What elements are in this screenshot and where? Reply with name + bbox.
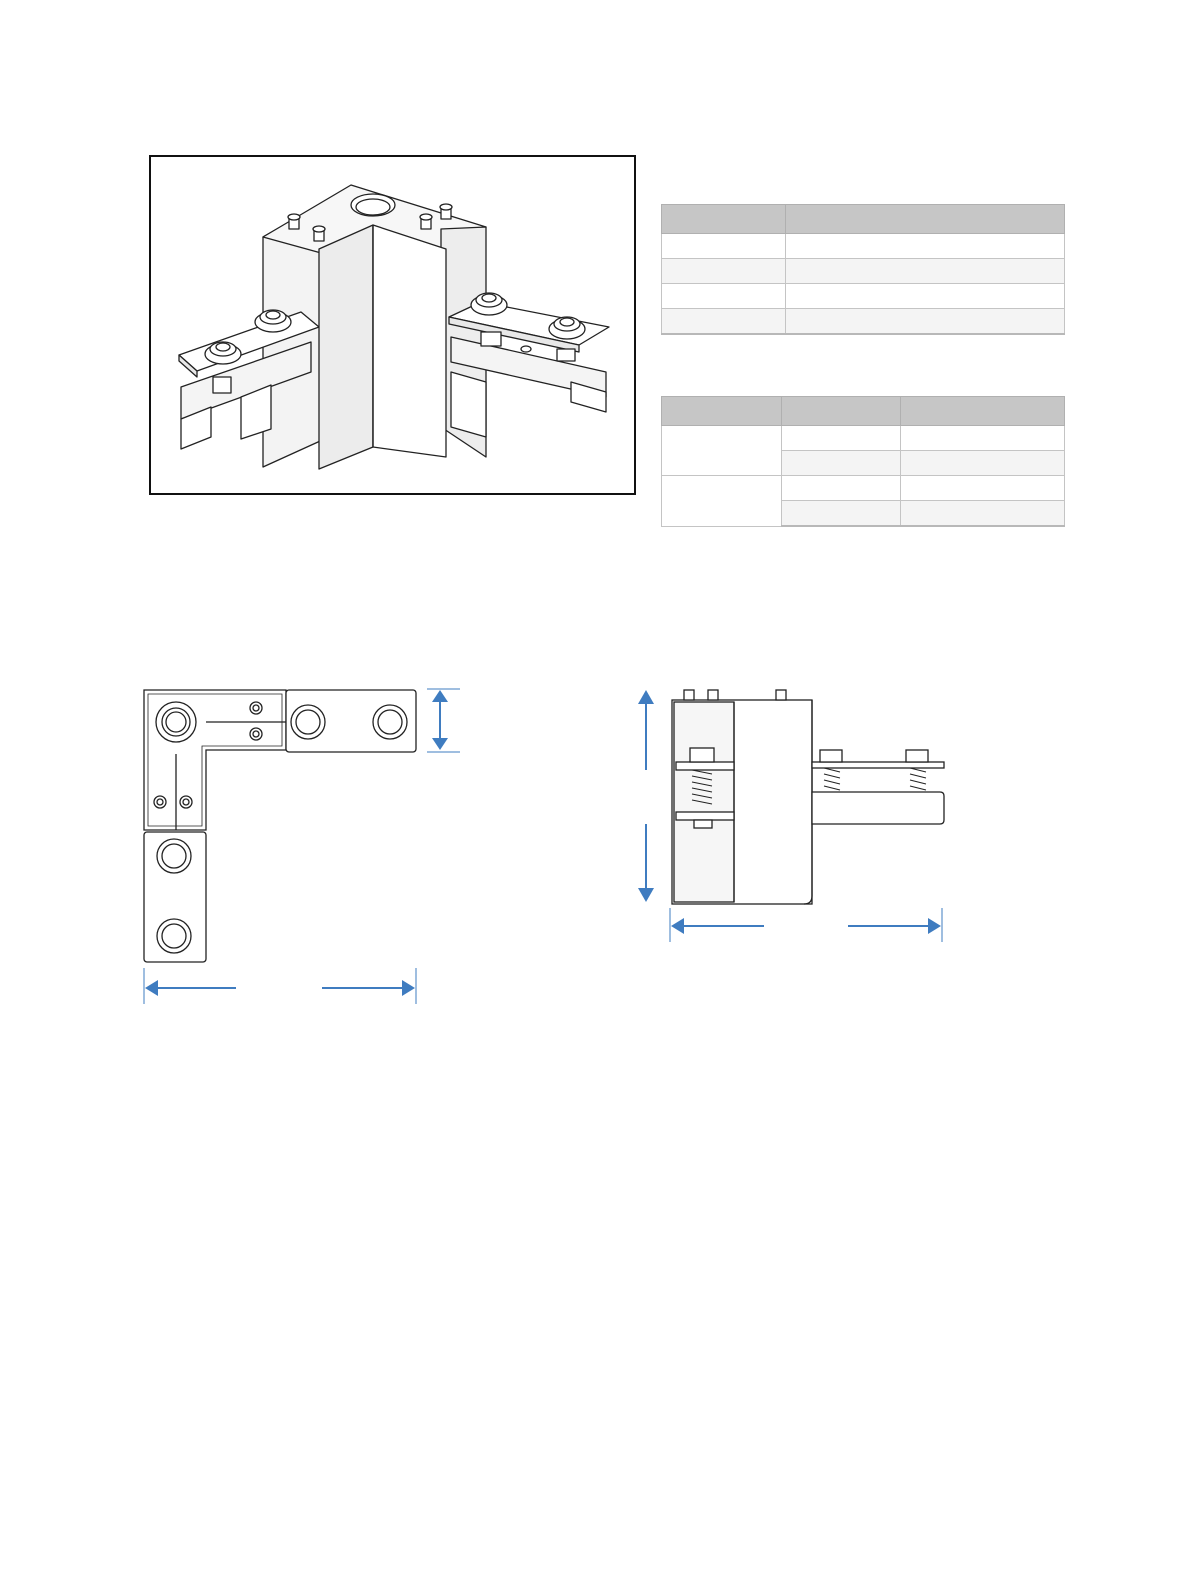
- table-header-cell: [901, 397, 1065, 426]
- table-header-cell: [662, 397, 782, 426]
- table-cell: [662, 234, 786, 259]
- table-cell: [901, 426, 1065, 451]
- table-row: [662, 234, 1065, 259]
- table-cell: [785, 259, 1064, 284]
- table-cell: [901, 451, 1065, 476]
- bracket-isometric-icon: [151, 157, 634, 493]
- table-cell: [781, 451, 901, 476]
- spec-table-1: [661, 204, 1065, 335]
- table-cell: [662, 284, 786, 309]
- table-row: [662, 284, 1065, 309]
- table-cell: [662, 259, 786, 284]
- table-cell: [785, 284, 1064, 309]
- side-view-drawing: [624, 684, 954, 944]
- plan-view-drawing: [140, 684, 470, 1010]
- table-header-row: [662, 205, 1065, 234]
- table-cell: [781, 426, 901, 451]
- table-row: [662, 476, 1065, 501]
- table-header-row: [662, 397, 1065, 426]
- isometric-drawing-frame: [149, 155, 636, 495]
- table-header-cell: [662, 205, 786, 234]
- table-cell: [785, 234, 1064, 259]
- table-cell: [901, 476, 1065, 501]
- table-cell: [781, 501, 901, 527]
- table-cell: [662, 309, 786, 335]
- table-group-label: [662, 426, 782, 476]
- table-header-cell: [785, 205, 1064, 234]
- table-header-cell: [781, 397, 901, 426]
- bracket-plan-icon: [140, 684, 470, 1010]
- table-row: [662, 259, 1065, 284]
- table-cell: [785, 309, 1064, 335]
- spec-table-2: [661, 396, 1065, 527]
- table-cell: [901, 501, 1065, 527]
- table-cell: [781, 476, 901, 501]
- bracket-side-icon: [624, 684, 954, 944]
- table-row: [662, 426, 1065, 451]
- table-row: [662, 309, 1065, 335]
- table-group-label: [662, 476, 782, 527]
